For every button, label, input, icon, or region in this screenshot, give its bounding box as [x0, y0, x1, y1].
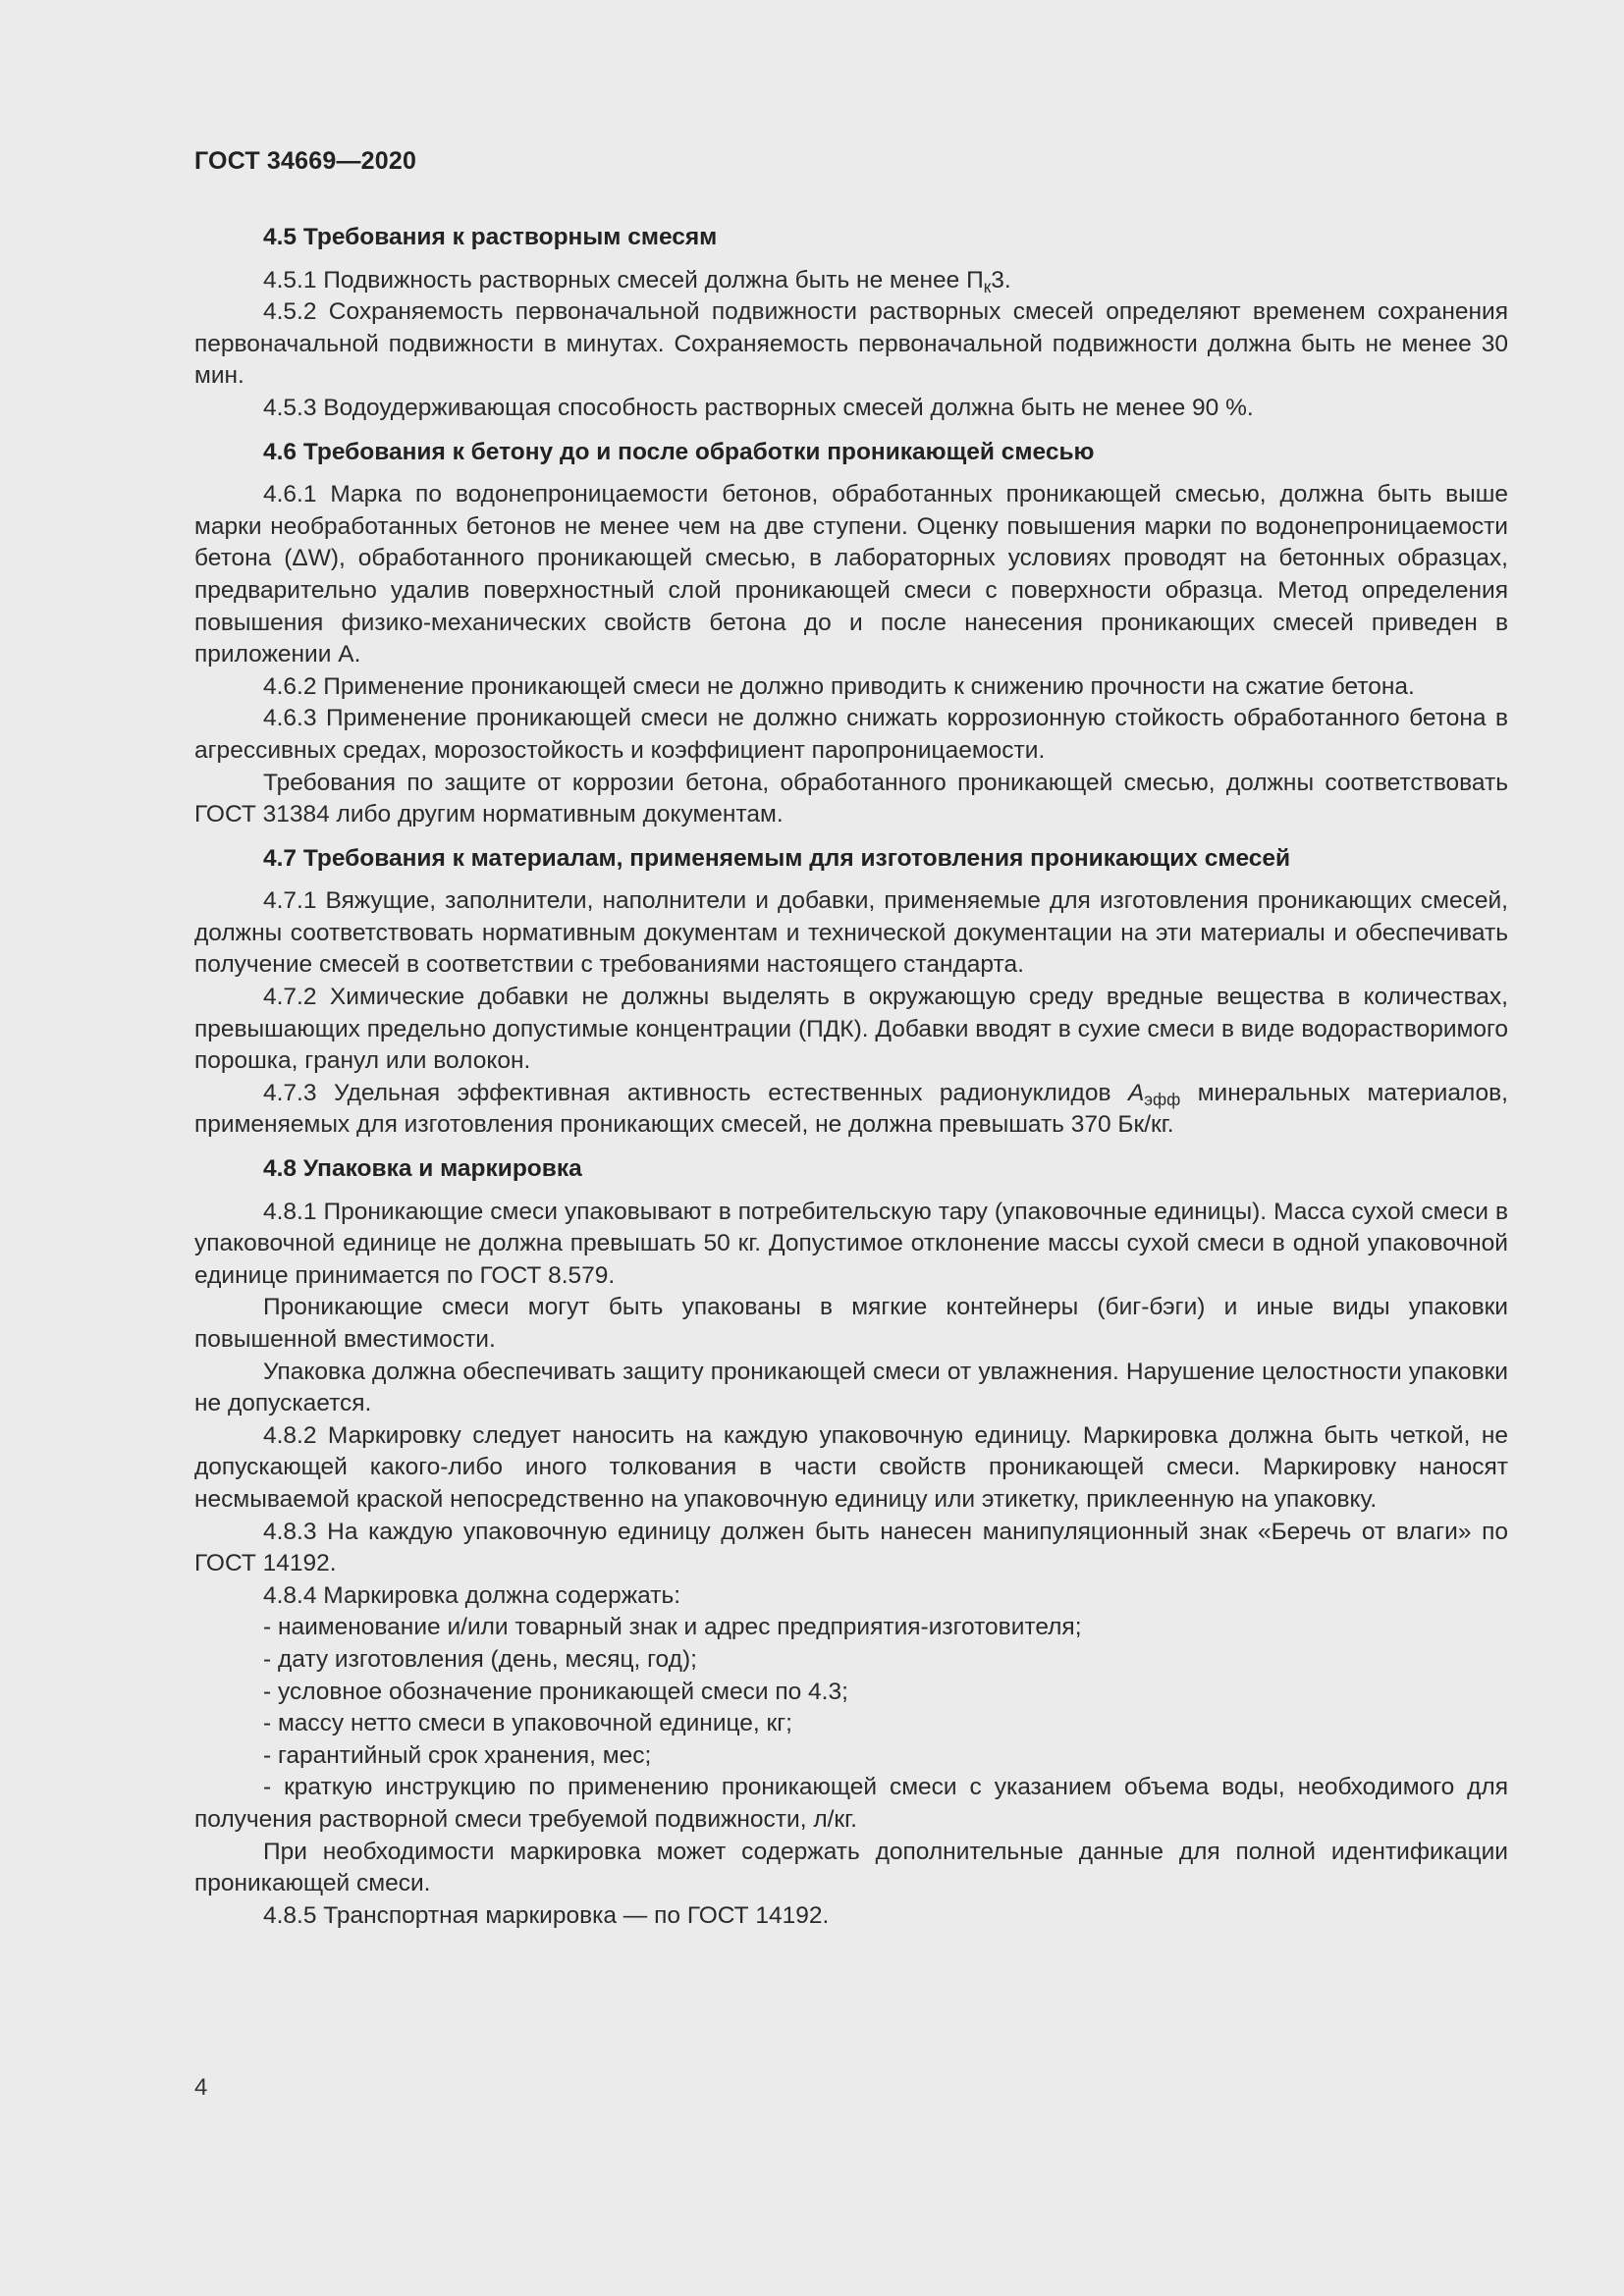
section-4-8-title: 4.8 Упаковка и маркировка	[263, 1155, 582, 1183]
section-4-6-title: 4.6 Требования к бетону до и после обработки проникающей смесью	[263, 438, 1095, 465]
paragraph-4-5-1: 4.5.1 Подвижность растворных смесей должна быть не менее $П_к3$.	[263, 266, 1011, 296]
paragraph-4-6-1: 4.6.1 Марка по водонепроницаемости бетонов, обработанных проникающей смесью, должна быть выше марки необработанных бетонов не менее чем на две ступени. Оценку повышения марки по водонепроницаемости бетона (ΔW), обработанного проникающей смесью, в лабораторных условиях проводят на бетонных образцах, предварительно удалив поверхностный слой проникающей смеси с поверхности образца. Метод определения повышения физико-механических свойств бетона до и после нанесения проникающих смесей приведен в приложении А.	[194, 481, 1508, 668]
list-item: - наименование и/или товарный знак и адрес предприятия-изготовителя;	[263, 1614, 1082, 1641]
page-number: 4	[194, 2074, 208, 2101]
document-code-header: ГОСТ 34669—2020	[194, 147, 417, 175]
paragraph-4-5-2: 4.5.2 Сохраняемость первоначальной подвижности растворных смесей определяют временем сохранения первоначальной подвижности в минутах. Сохраняемость первоначальной подвижности должна быть не менее 30 мин.	[194, 298, 1508, 390]
paragraph-4-8-bigbags: Проникающие смеси могут быть упакованы в мягкие контейнеры (биг-бэги) и иные виды упаковки повышенной вместимости.	[194, 1294, 1508, 1353]
paragraph-4-6-2: 4.6.2 Применение проникающей смеси не должно приводить к снижению прочности на сжатие бетона.	[263, 672, 1415, 700]
paragraph-4-7-3: 4.7.3 Удельная эффективная активность естественных радионуклидов $А_{эфф}$ минеральных материалов, применяемых для изготовления проникающих смесей, не должна превышать 370 Бк/кг.	[194, 1079, 1508, 1139]
list-item: - краткую инструкцию по применению проникающей смеси с указанием объема воды, необходимого для получения растворной смеси требуемой подвижности, л/кг.	[194, 1774, 1508, 1833]
paragraph-4-6-3: 4.6.3 Применение проникающей смеси не должно снижать коррозионную стойкость обработанного бетона в агрессивных средах, морозостойкость и коэффициент паропроницаемости.	[194, 705, 1508, 764]
paragraph-4-8-1: 4.8.1 Проникающие смеси упаковывают в потребительскую тару (упаковочные единицы). Масса сухой смеси в упаковочной единице не должна превышать 50 кг. Допустимое отклонение массы сухой смеси в одной упаковочной единице принимается по ГОСТ 8.579.	[194, 1198, 1508, 1289]
paragraph-4-7-1: 4.7.1 Вяжущие, заполнители, наполнители и добавки, применяемые для изготовления проникающих смесей, должны соответствовать нормативным документам и технической документации на эти материалы и обеспечивать получение смесей в соответствии с требованиями настоящего стандарта.	[194, 887, 1508, 979]
list-item: - дату изготовления (день, месяц, год);	[263, 1645, 697, 1673]
paragraph-4-8-3: 4.8.3 На каждую упаковочную единицу должен быть нанесен манипуляционный знак «Беречь от влаги» по ГОСТ 14192.	[194, 1518, 1508, 1577]
paragraph-4-8-additional: При необходимости маркировка может содержать дополнительные данные для полной идентификации проникающей смеси.	[194, 1838, 1508, 1897]
paragraph-4-8-protection: Упаковка должна обеспечивать защиту проникающей смеси от увлажнения. Нарушение целостности упаковки не допускается.	[194, 1358, 1508, 1417]
section-4-5-title: 4.5 Требования к растворным смесям	[263, 224, 718, 250]
paragraph-4-5-3: 4.5.3 Водоудерживающая способность растворных смесей должна быть не менее 90 %.	[263, 394, 1254, 421]
list-item: - массу нетто смеси в упаковочной единице, кг;	[263, 1710, 792, 1737]
list-item: - гарантийный срок хранения, мес;	[263, 1741, 652, 1769]
paragraph-4-8-5: 4.8.5 Транспортная маркировка — по ГОСТ 14192.	[263, 1901, 830, 1929]
paragraph-4-8-2: 4.8.2 Маркировку следует наносить на каждую упаковочную единицу. Маркировка должна быть четкой, не допускающей какого-либо иного толкования в части свойств проникающей смеси. Маркировку наносят несмываемой краской непосредственно на упаковочную единицу или этикетку, приклеенную на упаковку.	[194, 1421, 1508, 1513]
section-4-7-title: 4.7 Требования к материалам, применяемым для изготовления проникающих смесей	[263, 844, 1291, 872]
list-item: - условное обозначение проникающей смеси по 4.3;	[263, 1678, 848, 1705]
paragraph-4-6-corrosion: Требования по защите от коррозии бетона, обработанного проникающей смесью, должны соответствовать ГОСТ 31384 либо другим нормативным документам.	[194, 769, 1508, 828]
document-body	[194, 222, 1508, 1932]
paragraph-4-7-2: 4.7.2 Химические добавки не должны выделять в окружающую среду вредные вещества в количествах, превышающих предельно допустимые концентрации (ПДК). Добавки вводят в сухие смеси в виде водорастворимого порошка, гранул или волокон.	[194, 984, 1508, 1075]
paragraph-4-8-4: 4.8.4 Маркировка должна содержать:	[263, 1581, 681, 1609]
